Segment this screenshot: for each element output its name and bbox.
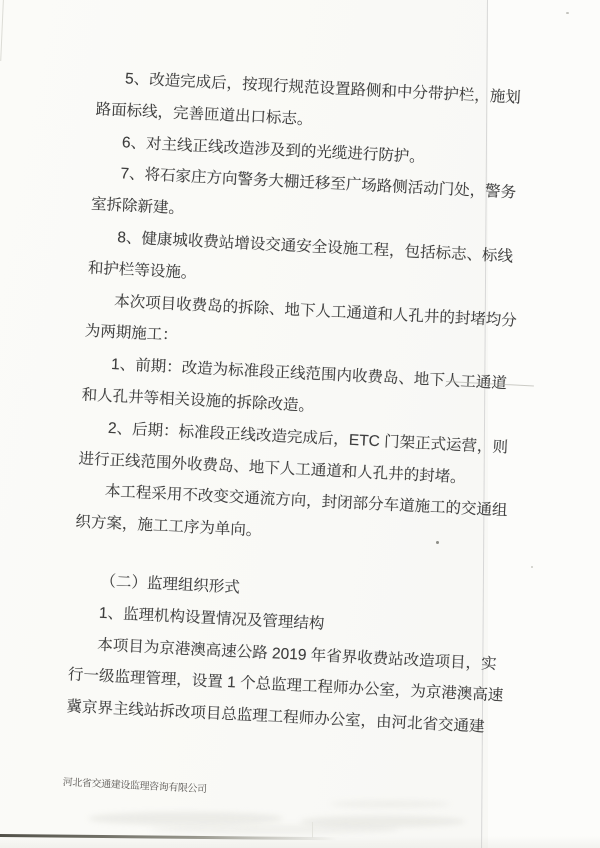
page-footer: 河北省交通建设监理咨询有限公司 bbox=[62, 777, 207, 796]
showthrough-smudge bbox=[330, 800, 450, 808]
text-line: 7、将石家庄方向警务大棚迁移至广场路侧活动门处，警务 bbox=[120, 165, 517, 202]
scan-speck bbox=[566, 12, 569, 14]
text-line: 和护栏等设施。 bbox=[87, 259, 197, 282]
text-line: 行一级监理管理，设置 1 个总监理工程师办公室，为京港澳高速 bbox=[67, 666, 504, 705]
text-line: 本工程采用不改变交通流方向，封闭部分车道施工的交通组 bbox=[104, 483, 508, 520]
showthrough-smudge bbox=[150, 825, 400, 834]
text-line: 和人孔井等相关设施的拆除改造。 bbox=[81, 386, 315, 415]
text-line: 1、前期：改造为标准段正线范围内收费岛、地下人工通道 bbox=[110, 356, 508, 393]
text-line: （二）监理组织形式 bbox=[100, 572, 241, 597]
text-line: 为两期施工： bbox=[84, 323, 179, 345]
scan-speck bbox=[531, 566, 533, 568]
page-corner-edge bbox=[0, 0, 4, 61]
text-line: 室拆除新建。 bbox=[90, 196, 185, 218]
text-line: 8、健康城收费站增设交通安全设施工程，包括标志、标线 bbox=[116, 229, 514, 266]
showthrough-smudge bbox=[88, 812, 283, 825]
text-line: 路面标线，完善匝道出口标志。 bbox=[95, 100, 313, 129]
text-line: 本次项目收费岛的拆除、地下人工通道和人孔井的封堵均分 bbox=[113, 292, 518, 330]
bottom-shadow-band bbox=[0, 836, 600, 848]
text-line: 本项目为京港澳高速公路 2019 年省界收费站改造项目，实 bbox=[97, 636, 497, 673]
text-line: 织方案，施工工序为单向。 bbox=[75, 513, 262, 540]
scan-speck bbox=[312, 822, 313, 838]
document-text-block bbox=[62, 62, 557, 821]
text-line: 冀京界主线站拆改项目总监理工程师办公室，由河北省交通建 bbox=[66, 698, 485, 736]
text-line: 1、监理机构设置情况及管理结构 bbox=[98, 604, 325, 633]
scan-speck bbox=[436, 541, 439, 544]
text-line: 5、改造完成后，按现行规范设置路侧和中分带护栏，施划 bbox=[124, 70, 522, 107]
text-lines bbox=[66, 62, 558, 746]
text-line: 2、后期：标准段正线改造完成后，ETC 门架正式运营，则 bbox=[107, 419, 509, 457]
text-line: 6、对主线正线改造涉及到的光缆进行防护。 bbox=[121, 133, 426, 166]
text-line: 进行正线范围外收费岛、地下人工通道和人孔井的封堵。 bbox=[78, 450, 467, 487]
